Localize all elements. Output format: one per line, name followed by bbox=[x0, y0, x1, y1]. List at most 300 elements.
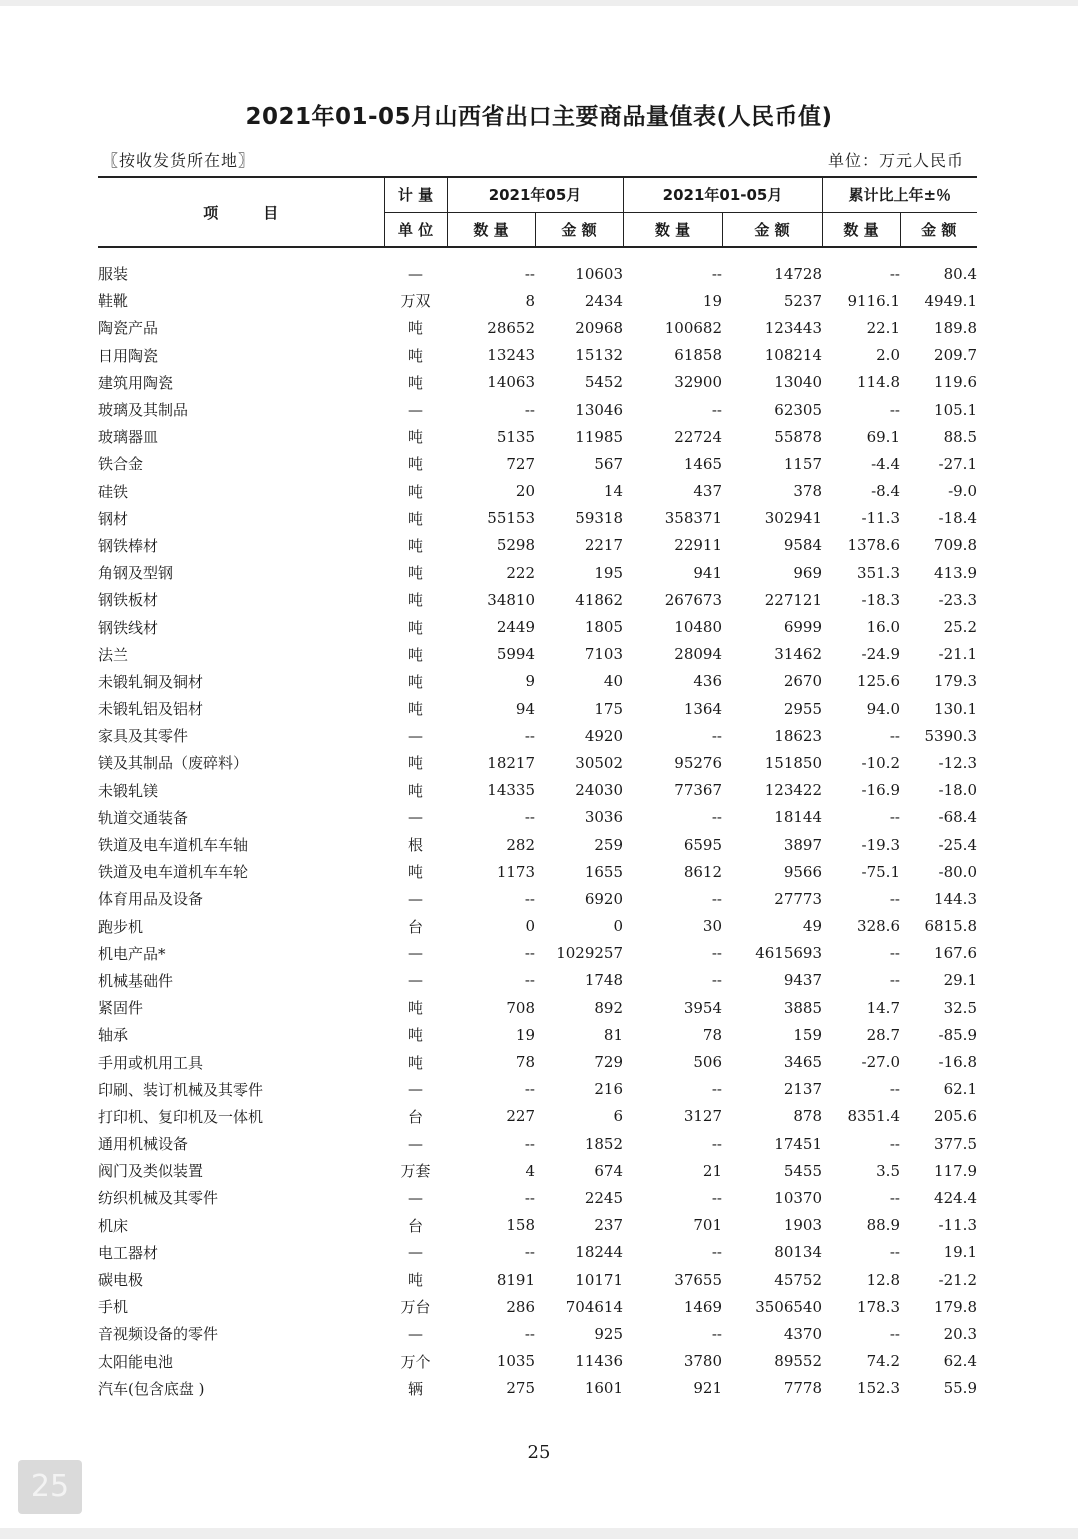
row-name: 体育用品及设备 bbox=[98, 890, 204, 909]
row-ytd-qty: 10480 bbox=[674, 618, 722, 637]
header-unit-bottom: 单 位 bbox=[384, 212, 447, 247]
row-name: 碳电极 bbox=[98, 1271, 144, 1290]
row-name: 机电产品* bbox=[98, 944, 166, 963]
table-row bbox=[98, 804, 977, 831]
row-month-qty: 158 bbox=[506, 1216, 535, 1235]
table-row bbox=[98, 858, 977, 885]
row-cum-amount: 19.1 bbox=[943, 1243, 977, 1262]
row-unit: 台 bbox=[407, 1107, 423, 1126]
table-row bbox=[98, 1266, 977, 1293]
table-row bbox=[98, 940, 977, 967]
row-month-qty: 14335 bbox=[487, 781, 535, 800]
row-cum-amount: 709.8 bbox=[934, 536, 977, 555]
table-row bbox=[98, 1103, 977, 1130]
row-unit: 吨 bbox=[407, 1026, 423, 1045]
row-ytd-qty: 6595 bbox=[683, 835, 722, 854]
row-month-amount: 567 bbox=[594, 454, 623, 473]
row-ytd-amount: 89552 bbox=[774, 1352, 822, 1371]
table-row bbox=[98, 559, 977, 586]
row-name: 镁及其制品（废碎料） bbox=[98, 754, 249, 773]
row-ytd-qty: -- bbox=[711, 726, 722, 745]
row-month-amount: 20968 bbox=[575, 318, 623, 337]
row-ytd-amount: 123422 bbox=[764, 781, 822, 800]
row-ytd-qty: 3780 bbox=[683, 1352, 722, 1371]
row-ytd-qty: 941 bbox=[693, 563, 722, 582]
row-unit: 万台 bbox=[400, 1298, 431, 1317]
row-ytd-qty: -- bbox=[711, 1324, 722, 1343]
row-cum-qty: 14.7 bbox=[866, 998, 900, 1017]
row-cum-amount: -18.4 bbox=[938, 509, 977, 528]
row-unit: 万个 bbox=[400, 1352, 431, 1371]
row-name: 钢材 bbox=[98, 509, 129, 528]
row-cum-qty: 12.8 bbox=[866, 1270, 900, 1289]
row-unit: 吨 bbox=[407, 672, 423, 691]
row-ytd-qty: 77367 bbox=[674, 781, 722, 800]
row-cum-qty: -27.0 bbox=[861, 1053, 900, 1072]
row-month-qty: -- bbox=[524, 889, 535, 908]
header-ytd-amount: 金 额 bbox=[722, 212, 822, 247]
row-cum-qty: -- bbox=[889, 1243, 900, 1262]
row-cum-amount: 179.3 bbox=[934, 672, 977, 691]
row-month-amount: 14 bbox=[603, 482, 623, 501]
row-name: 未锻轧铝及铝材 bbox=[98, 700, 204, 719]
row-ytd-qty: 506 bbox=[693, 1053, 722, 1072]
row-unit: 吨 bbox=[407, 700, 423, 719]
row-cum-amount: -11.3 bbox=[938, 1216, 977, 1235]
row-cum-amount: -21.2 bbox=[938, 1270, 977, 1289]
row-unit: 吨 bbox=[407, 591, 423, 610]
row-ytd-amount: 6999 bbox=[783, 618, 822, 637]
row-month-qty: -- bbox=[524, 400, 535, 419]
header-ytd: 2021年01-05月 bbox=[623, 177, 822, 212]
header-unit-top: 计 量 bbox=[384, 177, 447, 212]
row-ytd-amount: 151850 bbox=[764, 753, 822, 772]
row-month-amount: 1601 bbox=[584, 1379, 623, 1398]
table-row bbox=[98, 287, 977, 314]
row-cum-amount: 119.6 bbox=[934, 373, 977, 392]
row-cum-qty: 328.6 bbox=[857, 917, 900, 936]
row-month-qty: 5298 bbox=[496, 536, 535, 555]
table-row bbox=[98, 314, 977, 341]
row-name: 钢铁棒材 bbox=[98, 536, 159, 555]
row-month-amount: 704614 bbox=[565, 1297, 623, 1316]
row-cum-qty: 152.3 bbox=[857, 1379, 900, 1398]
row-ytd-amount: 49 bbox=[802, 917, 822, 936]
row-month-amount: 195 bbox=[594, 563, 623, 582]
row-cum-amount: 5390.3 bbox=[924, 726, 977, 745]
row-name: 印刷、装订机械及其零件 bbox=[98, 1080, 264, 1099]
row-month-amount: 24030 bbox=[575, 781, 623, 800]
row-ytd-amount: 302941 bbox=[764, 509, 822, 528]
row-month-amount: 41862 bbox=[575, 590, 623, 609]
row-ytd-qty: 1465 bbox=[683, 454, 722, 473]
row-ytd-amount: 108214 bbox=[764, 346, 822, 365]
row-month-amount: 216 bbox=[594, 1080, 623, 1099]
row-cum-amount: 424.4 bbox=[934, 1188, 977, 1207]
row-cum-qty: -- bbox=[889, 264, 900, 283]
row-month-qty: 9 bbox=[525, 672, 535, 691]
row-ytd-amount: 3465 bbox=[783, 1053, 822, 1072]
row-month-qty: 78 bbox=[515, 1053, 535, 1072]
row-cum-qty: 74.2 bbox=[866, 1352, 900, 1371]
row-month-qty: 18217 bbox=[487, 753, 535, 772]
table-row bbox=[98, 505, 977, 532]
table-row bbox=[98, 1320, 977, 1347]
row-month-qty: 94 bbox=[515, 699, 535, 718]
row-month-qty: 13243 bbox=[487, 346, 535, 365]
row-cum-amount: 32.5 bbox=[943, 998, 977, 1017]
row-ytd-qty: 22911 bbox=[674, 536, 722, 555]
row-month-qty: 14063 bbox=[487, 373, 535, 392]
header-month: 2021年05月 bbox=[447, 177, 623, 212]
row-ytd-amount: 5455 bbox=[783, 1161, 822, 1180]
row-ytd-qty: 701 bbox=[693, 1216, 722, 1235]
row-ytd-qty: -- bbox=[711, 1188, 722, 1207]
row-cum-qty: -8.4 bbox=[871, 482, 900, 501]
table-row bbox=[98, 1076, 977, 1103]
header-cum-qty: 数 量 bbox=[822, 212, 900, 247]
row-unit: — bbox=[408, 944, 423, 963]
row-ytd-amount: 2137 bbox=[783, 1080, 822, 1099]
row-cum-amount: 209.7 bbox=[934, 346, 977, 365]
row-month-amount: 30502 bbox=[575, 753, 623, 772]
row-ytd-amount: 13040 bbox=[774, 373, 822, 392]
row-ytd-amount: 7778 bbox=[783, 1379, 822, 1398]
row-cum-qty: -18.3 bbox=[861, 590, 900, 609]
table-row bbox=[98, 913, 977, 940]
page-badge[interactable]: 25 bbox=[18, 1460, 82, 1514]
table-row bbox=[98, 1184, 977, 1211]
row-unit: — bbox=[408, 1188, 423, 1207]
row-ytd-qty: -- bbox=[711, 400, 722, 419]
row-month-qty: 28652 bbox=[487, 318, 535, 337]
row-ytd-amount: 10370 bbox=[774, 1188, 822, 1207]
row-month-qty: -- bbox=[524, 1188, 535, 1207]
row-month-amount: 1805 bbox=[584, 618, 623, 637]
row-name: 纺织机械及其零件 bbox=[98, 1189, 219, 1208]
table-row bbox=[98, 586, 977, 613]
row-month-qty: 5135 bbox=[496, 427, 535, 446]
row-unit: 万套 bbox=[400, 1162, 431, 1181]
row-name: 鞋靴 bbox=[98, 292, 129, 311]
row-ytd-qty: 22724 bbox=[674, 427, 722, 446]
row-cum-qty: 125.6 bbox=[857, 672, 900, 691]
row-ytd-qty: 8612 bbox=[683, 862, 722, 881]
row-name: 机械基础件 bbox=[98, 971, 174, 990]
row-cum-qty: 178.3 bbox=[857, 1297, 900, 1316]
row-ytd-amount: 31462 bbox=[774, 645, 822, 664]
row-cum-qty: -24.9 bbox=[861, 645, 900, 664]
row-cum-qty: -75.1 bbox=[861, 862, 900, 881]
row-name: 法兰 bbox=[98, 645, 129, 664]
row-name: 日用陶瓷 bbox=[98, 346, 159, 365]
row-cum-amount: 413.9 bbox=[934, 563, 977, 582]
row-ytd-amount: 3885 bbox=[783, 998, 822, 1017]
row-month-qty: -- bbox=[524, 1324, 535, 1343]
row-cum-qty: 94.0 bbox=[866, 699, 900, 718]
row-month-qty: 55153 bbox=[487, 509, 535, 528]
row-cum-qty: 69.1 bbox=[866, 427, 900, 446]
table-row bbox=[98, 1021, 977, 1048]
row-cum-amount: 4949.1 bbox=[924, 291, 977, 310]
row-ytd-amount: 9437 bbox=[783, 971, 822, 990]
row-name: 机床 bbox=[98, 1216, 129, 1235]
header-month-qty: 数 量 bbox=[447, 212, 535, 247]
table-row bbox=[98, 668, 977, 695]
table-row bbox=[98, 1048, 977, 1075]
row-unit: 吨 bbox=[407, 482, 423, 501]
row-month-amount: 7103 bbox=[584, 645, 623, 664]
row-cum-amount: 130.1 bbox=[934, 699, 977, 718]
row-name: 建筑用陶瓷 bbox=[98, 373, 174, 392]
row-month-amount: 674 bbox=[594, 1161, 623, 1180]
row-month-qty: -- bbox=[524, 1080, 535, 1099]
table-row bbox=[98, 1130, 977, 1157]
row-unit: 吨 bbox=[407, 863, 423, 882]
table-row bbox=[98, 967, 977, 994]
row-ytd-amount: 4370 bbox=[783, 1324, 822, 1343]
table-row bbox=[98, 994, 977, 1021]
row-month-qty: -- bbox=[524, 264, 535, 283]
row-ytd-qty: 921 bbox=[693, 1379, 722, 1398]
table-header bbox=[98, 176, 977, 248]
row-unit: — bbox=[408, 264, 423, 283]
row-cum-qty: -16.9 bbox=[861, 781, 900, 800]
row-cum-qty: -- bbox=[889, 1188, 900, 1207]
row-month-amount: 2434 bbox=[584, 291, 623, 310]
row-ytd-amount: 4615693 bbox=[755, 944, 822, 963]
row-ytd-qty: -- bbox=[711, 808, 722, 827]
row-month-amount: 10171 bbox=[575, 1270, 623, 1289]
row-unit: 吨 bbox=[407, 999, 423, 1018]
table-row bbox=[98, 450, 977, 477]
row-cum-amount: -25.4 bbox=[938, 835, 977, 854]
row-ytd-qty: -- bbox=[711, 944, 722, 963]
row-name: 音视频设备的零件 bbox=[98, 1325, 219, 1344]
row-ytd-qty: 32900 bbox=[674, 373, 722, 392]
row-name: 家具及其零件 bbox=[98, 727, 189, 746]
row-cum-qty: 1378.6 bbox=[847, 536, 900, 555]
row-ytd-qty: 358371 bbox=[664, 509, 722, 528]
row-cum-qty: -19.3 bbox=[861, 835, 900, 854]
row-cum-amount: 62.4 bbox=[943, 1352, 977, 1371]
row-cum-qty: 9116.1 bbox=[847, 291, 900, 310]
row-ytd-amount: 878 bbox=[793, 1107, 822, 1126]
table-row bbox=[98, 1239, 977, 1266]
row-unit: 万双 bbox=[400, 292, 431, 311]
row-cum-qty: 16.0 bbox=[866, 618, 900, 637]
row-cum-amount: 88.5 bbox=[943, 427, 977, 446]
row-ytd-amount: 80134 bbox=[774, 1243, 822, 1262]
row-name: 铁道及电车道机车车轴 bbox=[98, 836, 249, 855]
row-ytd-amount: 9584 bbox=[783, 536, 822, 555]
row-month-qty: 2449 bbox=[496, 618, 535, 637]
row-cum-qty: -10.2 bbox=[861, 753, 900, 772]
table-row bbox=[98, 885, 977, 912]
row-cum-amount: 189.8 bbox=[934, 318, 977, 337]
row-cum-amount: 179.8 bbox=[934, 1297, 977, 1316]
row-unit: 吨 bbox=[407, 645, 423, 664]
row-ytd-amount: 9566 bbox=[783, 862, 822, 881]
row-unit: 吨 bbox=[407, 781, 423, 800]
table-row bbox=[98, 613, 977, 640]
row-name: 铁道及电车道机车车轮 bbox=[98, 863, 249, 882]
row-unit: — bbox=[408, 808, 423, 827]
row-ytd-qty: 95276 bbox=[674, 753, 722, 772]
row-ytd-qty: 1469 bbox=[683, 1297, 722, 1316]
table-row bbox=[98, 1157, 977, 1184]
row-month-amount: 925 bbox=[594, 1324, 623, 1343]
row-ytd-amount: 3506540 bbox=[755, 1297, 822, 1316]
row-ytd-qty: 21 bbox=[702, 1161, 722, 1180]
row-month-qty: -- bbox=[524, 726, 535, 745]
row-month-amount: 6920 bbox=[584, 889, 623, 908]
row-name: 打印机、复印机及一体机 bbox=[98, 1107, 264, 1126]
row-month-qty: 19 bbox=[515, 1025, 535, 1044]
row-unit: — bbox=[408, 1243, 423, 1262]
row-unit: — bbox=[408, 971, 423, 990]
row-ytd-amount: 55878 bbox=[774, 427, 822, 446]
row-unit: 吨 bbox=[407, 319, 423, 338]
row-month-amount: 892 bbox=[594, 998, 623, 1017]
row-ytd-amount: 2955 bbox=[783, 699, 822, 718]
row-month-qty: 8 bbox=[525, 291, 535, 310]
row-unit: 吨 bbox=[407, 455, 423, 474]
row-name: 紧固件 bbox=[98, 999, 144, 1018]
row-month-amount: 175 bbox=[594, 699, 623, 718]
row-month-amount: 1655 bbox=[584, 862, 623, 881]
row-month-amount: 1029257 bbox=[556, 944, 623, 963]
row-name: 硅铁 bbox=[98, 482, 129, 501]
row-cum-amount: -85.9 bbox=[938, 1025, 977, 1044]
page-title: 2021年01-05月山西省出口主要商品量值表(人民币值) bbox=[245, 104, 833, 130]
document-page bbox=[0, 6, 1078, 1528]
row-cum-amount: 144.3 bbox=[934, 889, 977, 908]
row-cum-amount: 80.4 bbox=[943, 264, 977, 283]
row-month-amount: 2245 bbox=[584, 1188, 623, 1207]
row-month-amount: 40 bbox=[603, 672, 623, 691]
row-ytd-amount: 18623 bbox=[774, 726, 822, 745]
row-month-amount: 259 bbox=[594, 835, 623, 854]
row-month-amount: 6 bbox=[613, 1107, 623, 1126]
row-ytd-qty: 78 bbox=[702, 1025, 722, 1044]
row-name: 钢铁线材 bbox=[98, 618, 159, 637]
table-row bbox=[98, 423, 977, 450]
table-row bbox=[98, 641, 977, 668]
row-name: 手机 bbox=[98, 1298, 129, 1317]
row-cum-qty: -11.3 bbox=[861, 509, 900, 528]
row-cum-amount: 377.5 bbox=[934, 1134, 977, 1153]
row-cum-amount: -80.0 bbox=[938, 862, 977, 881]
row-name: 轴承 bbox=[98, 1026, 129, 1045]
row-month-qty: 0 bbox=[525, 917, 535, 936]
row-cum-amount: 105.1 bbox=[934, 400, 977, 419]
row-name: 轨道交通装备 bbox=[98, 808, 189, 827]
row-month-qty: 4 bbox=[525, 1161, 535, 1180]
row-ytd-amount: 378 bbox=[793, 482, 822, 501]
row-name: 手用或机用工具 bbox=[98, 1053, 204, 1072]
table-row bbox=[98, 749, 977, 776]
table-row bbox=[98, 260, 977, 287]
row-ytd-qty: 437 bbox=[693, 482, 722, 501]
row-name: 阀门及类似装置 bbox=[98, 1162, 204, 1181]
row-month-qty: -- bbox=[524, 1243, 535, 1262]
row-cum-amount: 62.1 bbox=[943, 1080, 977, 1099]
row-cum-amount: -27.1 bbox=[938, 454, 977, 473]
row-ytd-amount: 62305 bbox=[774, 400, 822, 419]
row-name: 电工器材 bbox=[98, 1243, 159, 1262]
row-month-amount: 59318 bbox=[575, 509, 623, 528]
row-cum-amount: 25.2 bbox=[943, 618, 977, 637]
row-cum-qty: 114.8 bbox=[857, 373, 900, 392]
row-name: 未锻轧镁 bbox=[98, 781, 159, 800]
row-cum-amount: 167.6 bbox=[934, 944, 977, 963]
row-cum-qty: -4.4 bbox=[871, 454, 900, 473]
row-unit: 吨 bbox=[407, 428, 423, 447]
row-cum-qty: 351.3 bbox=[857, 563, 900, 582]
row-cum-qty: 28.7 bbox=[866, 1025, 900, 1044]
row-ytd-amount: 45752 bbox=[774, 1270, 822, 1289]
table-row bbox=[98, 1212, 977, 1239]
row-unit: 吨 bbox=[407, 373, 423, 392]
table-row bbox=[98, 777, 977, 804]
row-month-amount: 2217 bbox=[584, 536, 623, 555]
row-cum-qty: 88.9 bbox=[866, 1216, 900, 1235]
row-unit: 台 bbox=[407, 917, 423, 936]
row-cum-amount: 55.9 bbox=[943, 1379, 977, 1398]
row-ytd-qty: 1364 bbox=[683, 699, 722, 718]
row-month-qty: 282 bbox=[506, 835, 535, 854]
header-cum-amount: 金 额 bbox=[900, 212, 977, 247]
row-cum-qty: -- bbox=[889, 808, 900, 827]
header-item: 项 目 bbox=[98, 177, 384, 247]
row-month-qty: 227 bbox=[506, 1107, 535, 1126]
row-name: 太阳能电池 bbox=[98, 1352, 174, 1371]
row-cum-amount: 29.1 bbox=[943, 971, 977, 990]
header-month-amount: 金 额 bbox=[535, 212, 623, 247]
row-unit: 吨 bbox=[407, 536, 423, 555]
row-month-qty: 222 bbox=[506, 563, 535, 582]
row-month-qty: 1173 bbox=[496, 862, 535, 881]
row-unit: 吨 bbox=[407, 618, 423, 637]
row-ytd-qty: 3127 bbox=[683, 1107, 722, 1126]
row-ytd-qty: -- bbox=[711, 889, 722, 908]
row-unit: 台 bbox=[407, 1216, 423, 1235]
row-cum-amount: -9.0 bbox=[948, 482, 977, 501]
row-cum-qty: 22.1 bbox=[866, 318, 900, 337]
row-unit: — bbox=[408, 1134, 423, 1153]
row-cum-qty: -- bbox=[889, 889, 900, 908]
row-cum-amount: -12.3 bbox=[938, 753, 977, 772]
row-month-amount: 5452 bbox=[584, 373, 623, 392]
row-month-qty: 708 bbox=[506, 998, 535, 1017]
row-month-amount: 13046 bbox=[575, 400, 623, 419]
row-ytd-qty: -- bbox=[711, 971, 722, 990]
row-name: 陶瓷产品 bbox=[98, 319, 159, 338]
row-cum-qty: -- bbox=[889, 400, 900, 419]
row-unit: — bbox=[408, 726, 423, 745]
row-ytd-qty: 19 bbox=[702, 291, 722, 310]
header-ytd-qty: 数 量 bbox=[623, 212, 722, 247]
row-month-qty: -- bbox=[524, 808, 535, 827]
row-month-qty: 8191 bbox=[496, 1270, 535, 1289]
row-ytd-qty: 100682 bbox=[664, 318, 722, 337]
row-cum-amount: -18.0 bbox=[938, 781, 977, 800]
row-ytd-amount: 5237 bbox=[783, 291, 822, 310]
row-month-qty: 34810 bbox=[487, 590, 535, 609]
row-month-amount: 0 bbox=[613, 917, 623, 936]
page-number: 25 bbox=[527, 1442, 551, 1463]
